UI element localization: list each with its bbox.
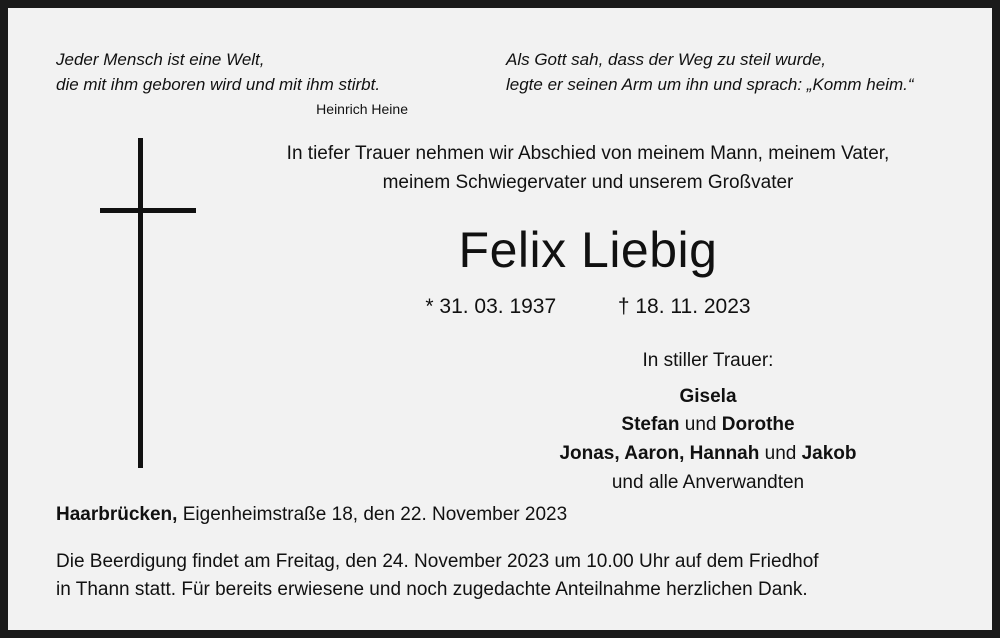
funeral-line2: in Thann statt. Für bereits erwiesene und noch zugedachte Anteilnahme herzlichen Dank. bbox=[56, 578, 808, 600]
mourner-stefan: Stefan bbox=[621, 414, 680, 436]
deceased-name: Felix Liebig bbox=[458, 222, 718, 278]
cross-horizontal-bar bbox=[100, 208, 196, 213]
mourner-dorothe: Dorothe bbox=[721, 414, 795, 436]
quote-left-line2: die mit ihm geboren wird und mit ihm stirbt. bbox=[56, 74, 381, 94]
address-rest: Eigenheimstraße 18, den 22. November 2023 bbox=[177, 504, 568, 525]
life-dates bbox=[218, 295, 958, 319]
intro-line1: In tiefer Trauer nehmen wir Abschied von meinem Mann, meinem Vater, bbox=[286, 143, 890, 164]
address-place: Haarbrücken, bbox=[56, 504, 178, 525]
mourner-jakob: Jakob bbox=[801, 442, 857, 464]
address-line bbox=[56, 504, 567, 526]
center-block bbox=[218, 140, 958, 319]
quote-left-attribution: Heinrich Heine bbox=[316, 101, 408, 118]
cross-vertical-bar bbox=[138, 138, 143, 468]
cross-icon bbox=[100, 138, 200, 468]
mourner-gisela: Gisela bbox=[679, 385, 737, 407]
notice-body bbox=[8, 8, 992, 630]
intro-text bbox=[218, 140, 958, 197]
quote-right-line2: legte er seinen Arm um ihn und sprach: „Komm heim.“ bbox=[506, 74, 914, 94]
mourners-lead: In stiller Trauer: bbox=[642, 350, 774, 371]
funeral-details bbox=[56, 548, 966, 603]
mourner-row-2 bbox=[428, 412, 988, 438]
death-date: † 18. 11. 2023 bbox=[617, 295, 751, 318]
birth-date: * 31. 03. 1937 bbox=[425, 295, 557, 318]
mourner-row-3 bbox=[428, 441, 988, 467]
quote-left-line1: Jeder Mensch ist eine Welt, bbox=[56, 50, 265, 69]
mourner-row-1 bbox=[428, 384, 988, 410]
quote-right-line1: Als Gott sah, dass der Weg zu steil wurde, bbox=[506, 50, 826, 69]
mourner-conj-2: und bbox=[679, 414, 722, 436]
mourners-block bbox=[428, 348, 988, 495]
funeral-line1: Die Beerdigung findet am Freitag, den 24. November 2023 um 10.00 Uhr auf dem Friedhof bbox=[56, 551, 819, 572]
quote-right bbox=[506, 48, 976, 97]
intro-line2: meinem Schwiegervater und unserem Großvater bbox=[382, 171, 794, 193]
quote-left bbox=[56, 48, 456, 120]
mourner-row-4: und alle Anverwandten bbox=[611, 471, 805, 493]
mourner-conj-3: und bbox=[759, 442, 802, 464]
mourner-grandchildren: Jonas, Aaron, Hannah bbox=[559, 442, 760, 464]
